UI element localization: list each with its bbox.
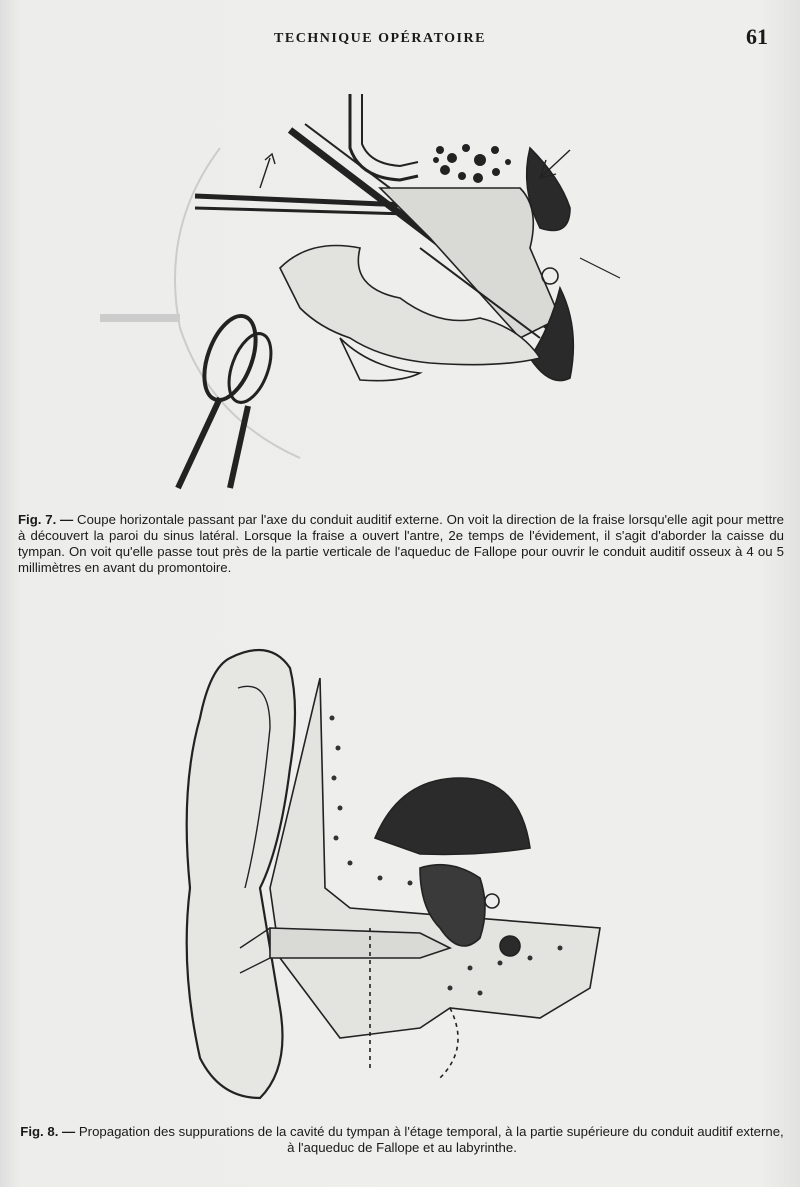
figure-8-caption-text: Propagation des suppurations de la cavité du tympan à l'étage temporal, à la partie supérieure du conduit auditif externe, à l'aqueduc de Fallope et au labyrinthe. [78,1124,784,1155]
running-title: TECHNIQUE OPÉRATOIRE [274,31,486,46]
figure-7-caption [18,512,784,576]
figure-8-caption [20,1124,784,1156]
figure-8-label: Fig. 8. — [20,1124,76,1139]
figure-7-label: Fig. 7. — [18,512,74,527]
figure-8-illustration [120,628,640,1108]
figure-7-caption-text: Coupe horizontale passant par l'axe du conduit auditif externe. On voit la direction de la fraise lorsqu'elle agit pour mettre à découvert la paroi du sinus latéral. Lorsque la fraise a ouvert l'antre, 2e temps de l'évidement, il s'agit d'aborder la caisse du tympan. On voit qu'elle passe tout près de la partie verticale de l'aqueduc de Fallope pour ouvrir le conduit auditif osseux à 4 ou 5 millimètres en avant du promontoire. [18,512,785,575]
page-number: 61 [746,24,768,49]
figure-7-illustration [100,88,660,498]
